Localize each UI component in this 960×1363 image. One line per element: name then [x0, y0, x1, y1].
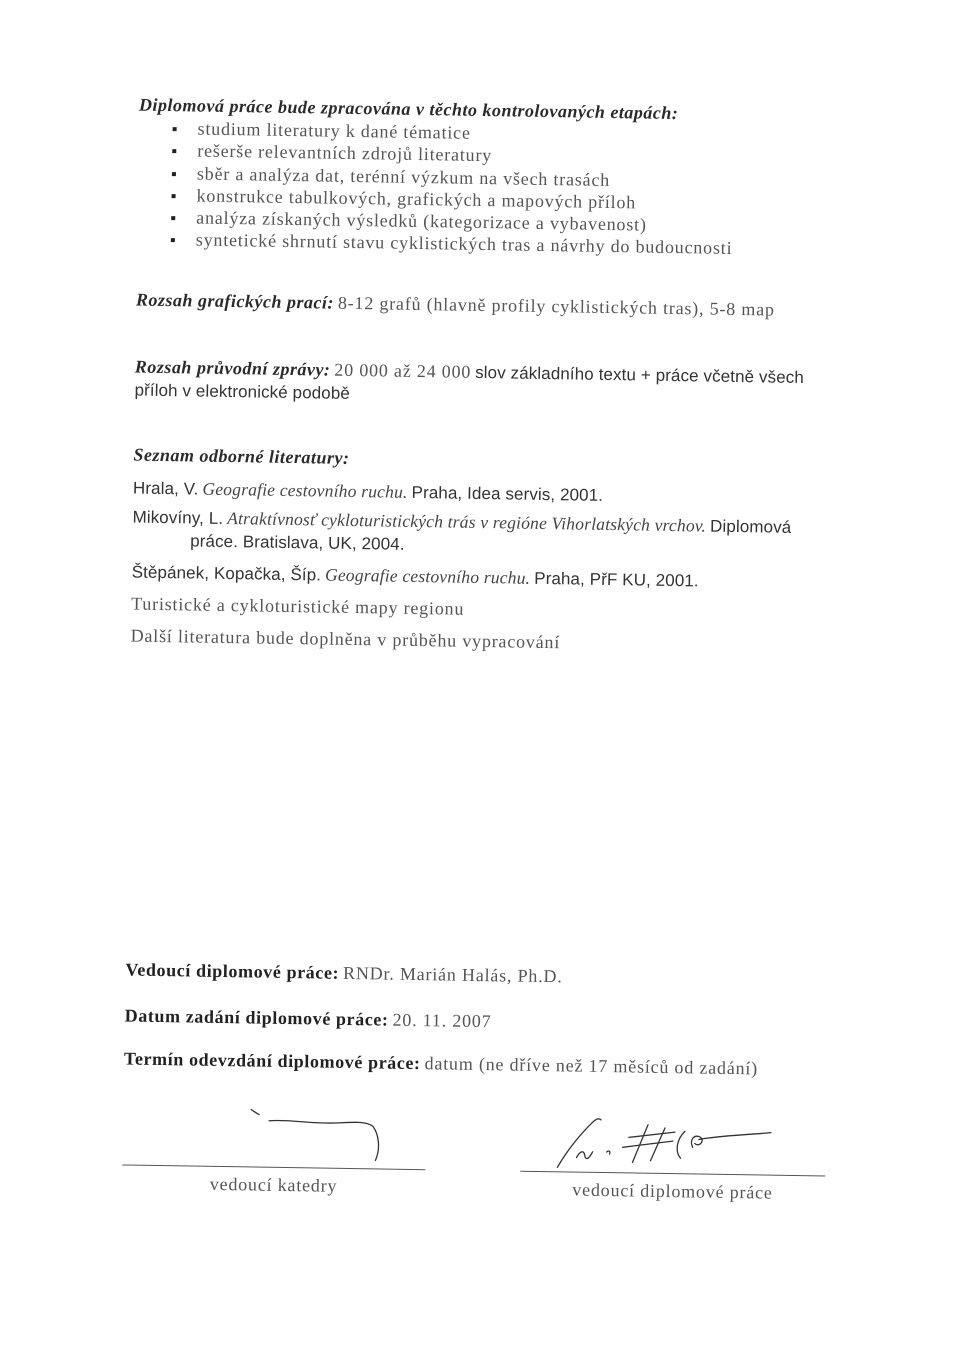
assignment-document	[92, 74, 870, 1226]
reference-title: Geografie cestovního ruchu.	[202, 478, 408, 502]
submission-deadline-label: Termín odevzdání diplomové práce:	[123, 1048, 421, 1074]
bullet-marker	[171, 238, 175, 242]
reference-item	[133, 477, 603, 506]
list-item-text: studium literatury k dané tématice	[197, 118, 471, 143]
reference-publication: Diplomová	[709, 516, 792, 537]
literature-note: Turistické a cykloturistické mapy regionu	[131, 593, 465, 619]
submission-deadline-row	[124, 1047, 758, 1079]
report-label: Rozsah průvodní zprávy:	[134, 356, 331, 380]
reference-item	[132, 561, 699, 592]
report-continuation: příloh v elektronické podobě	[134, 380, 351, 403]
reference-publication: Praha, PřF KU, 2001.	[534, 568, 699, 591]
signature-head-of-department	[242, 1106, 393, 1170]
reference-authors: Hrala, V.	[132, 478, 199, 499]
reference-authors: Mikovíny, L.	[132, 507, 224, 528]
reference-publication: Praha, Idea servis, 2001.	[411, 482, 604, 505]
reference-authors: Štěpánek, Kopačka, Šíp.	[131, 562, 322, 585]
list-item	[171, 228, 733, 259]
assignment-date-row	[125, 1004, 492, 1032]
signature-caption-left: vedoucí katedry	[209, 1173, 338, 1196]
literature-note: Další literatura bude doplněna v průběhu vypracování	[130, 625, 561, 653]
reference-title: Geografie cestovního ruchu.	[324, 564, 531, 588]
assignment-date-value: 20. 11. 2007	[392, 1009, 492, 1032]
graphics-value: 8-12 grafů (hlavně profily cyklistických tras), 5-8 map	[337, 292, 775, 320]
supervisor-row	[125, 958, 563, 987]
bullet-marker	[173, 127, 177, 131]
report-word-count: 20 000 až 24 000	[334, 359, 472, 382]
bullet-marker	[172, 194, 176, 198]
signature-caption-right: vedoucí diplomové práce	[572, 1179, 773, 1203]
assignment-date-label: Datum zadání diplomové práce:	[124, 1005, 389, 1030]
graphics-label: Rozsah grafických prací:	[135, 289, 335, 313]
literature-heading: Seznam odborné literatury:	[133, 444, 350, 468]
reference-title: Atraktívnosť cykloturistických trás v regióne Vihorlatských vrchov.	[227, 508, 707, 536]
list-item-text: syntetické shrnutí stavu cyklistických tras a návrhy do budoucnosti	[195, 229, 733, 258]
bullet-marker	[172, 149, 176, 153]
list-item-text: konstrukce tabulkových, grafických a mapových příloh	[196, 185, 637, 213]
report-description: slov základního textu + práce včetně všech	[475, 362, 805, 388]
graphics-scope	[136, 289, 775, 321]
list-item-text: sběr a analýza dat, terénní výzkum na všech trasách	[196, 163, 611, 190]
supervisor-label: Vedoucí diplomové práce:	[125, 959, 340, 983]
submission-deadline-value: datum (ne dříve než 17 měsíců od zadání)	[424, 1053, 759, 1079]
bullet-marker	[171, 216, 175, 220]
list-item-text: analýza získaných výsledků (kategorizace a vybavenost)	[196, 207, 647, 235]
reference-publication-continued: práce. Bratislava, UK, 2004.	[190, 531, 405, 554]
signature-supervisor	[552, 1105, 783, 1179]
list-item-text: rešerše relevantních zdrojů literatury	[197, 140, 493, 166]
bullet-marker	[172, 172, 176, 176]
supervisor-value: RNDr. Marián Halás, Ph.D.	[342, 962, 563, 987]
stages-heading: Diplomová práce bude zpracována v těchto kontrolovaných etapách:	[138, 94, 679, 124]
